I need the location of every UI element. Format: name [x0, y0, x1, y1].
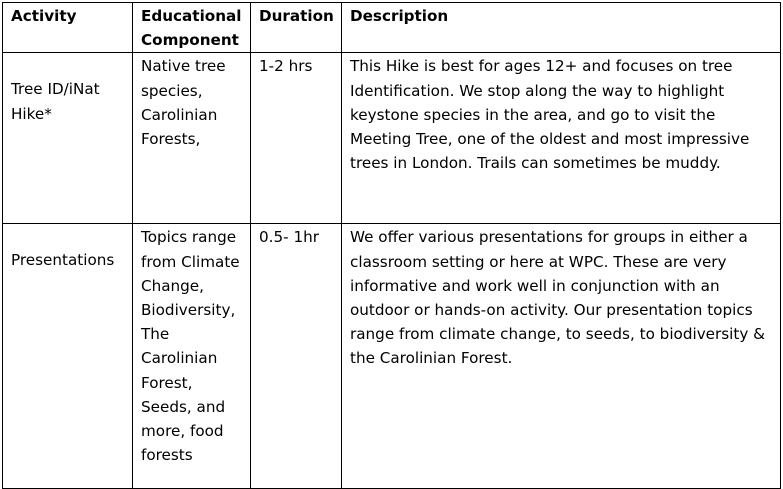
header-row: [3, 3, 781, 53]
component-cell: Topics range from Climate Change, Biodiversity, The Carolinian Forest, Seeds, and more, food forests: [133, 224, 251, 489]
activity-cell: Tree ID/iNat Hike*: [3, 53, 133, 224]
header-educational-component: Educational Component: [133, 3, 251, 53]
activities-table: [2, 2, 781, 489]
table-row: [3, 224, 781, 489]
activity-cell: Presentations: [3, 224, 133, 489]
duration-cell: 1-2 hrs: [251, 53, 342, 224]
header-duration: Duration: [251, 3, 342, 53]
header-activity: Activity: [3, 3, 133, 53]
table-row: [3, 53, 781, 224]
component-cell: Native tree species, Carolinian Forests,: [133, 53, 251, 224]
description-cell: This Hike is best for ages 12+ and focuses on tree Identification. We stop along the way to highlight keystone species in the area, and go to visit the Meeting Tree, one of the oldest and most impressive trees in London. Trails can sometimes be muddy.: [342, 53, 781, 224]
duration-cell: 0.5- 1hr: [251, 224, 342, 489]
header-description: Description: [342, 3, 781, 53]
description-cell: We offer various presentations for groups in either a classroom setting or here at WPC. These are very informative and work well in conjunction with an outdoor or hands-on activity. Our presentation topics range from climate change, to seeds, to biodiversity & the Carolinian Forest.: [342, 224, 781, 489]
